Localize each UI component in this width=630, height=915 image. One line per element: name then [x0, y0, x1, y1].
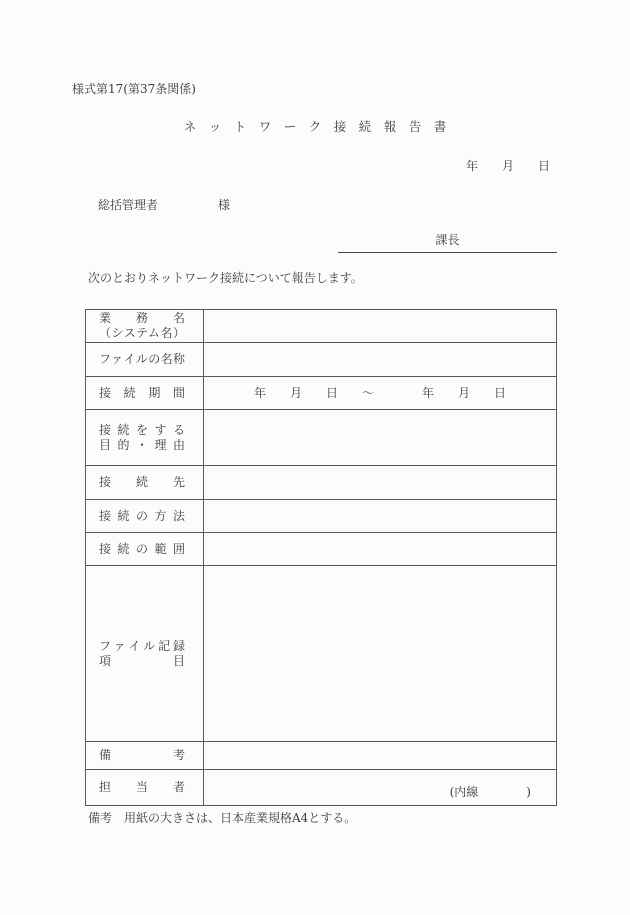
row-label — [86, 310, 204, 342]
footer-note: 備考 用紙の大きさは、日本産業規格A4とする。 — [88, 811, 357, 825]
row-label-line: 接続をする — [99, 422, 185, 437]
row-connection-scope — [86, 533, 556, 566]
row-value — [204, 343, 556, 376]
row-label — [86, 566, 204, 741]
network-report-table — [85, 309, 557, 806]
row-value-extension: (内線 ) — [449, 785, 531, 799]
row-label — [86, 377, 204, 409]
row-label-line: 接続期間 — [99, 385, 185, 400]
row-file-record-items — [86, 566, 556, 742]
row-label-line: 接続の方法 — [99, 508, 185, 523]
row-label-line: 担当者 — [99, 780, 185, 794]
row-connection-period — [86, 377, 556, 410]
row-label-line: 目的・理由 — [99, 437, 185, 452]
row-connection-method — [86, 500, 556, 533]
page-title: ネ ッ ト ワ ー ク 接 続 報 告 書 — [183, 119, 447, 134]
row-label-line: 業務名 — [99, 311, 185, 325]
row-file-name — [86, 343, 556, 377]
row-label — [86, 410, 204, 465]
row-connection-target — [86, 466, 556, 500]
row-remarks — [86, 742, 556, 770]
row-value — [204, 466, 556, 499]
addressee-line: 総括管理者 様 — [98, 198, 231, 212]
row-label-line: ファイル記録 — [99, 638, 185, 653]
row-label-line: ファイルの名称 — [99, 352, 185, 366]
approver-signature-line: 課長 — [338, 233, 557, 253]
row-business-name — [86, 310, 556, 343]
row-label — [86, 533, 204, 565]
row-label — [86, 466, 204, 499]
row-label — [86, 343, 204, 376]
row-label — [86, 742, 204, 769]
row-label-line: （システム名） — [99, 326, 185, 340]
row-label — [86, 770, 204, 805]
row-value — [204, 310, 556, 342]
row-label — [86, 500, 204, 532]
date-placeholder: 年 月 日 — [465, 159, 550, 173]
row-label-line: 備考 — [99, 748, 185, 762]
form-id: 様式第17(第37条関係) — [72, 82, 196, 96]
row-value — [204, 742, 556, 769]
row-value: 年 月 日 ～ 年 月 日 — [253, 385, 506, 400]
row-value — [204, 533, 556, 565]
intro-text: 次のとおりネットワーク接続について報告します。 — [88, 271, 363, 285]
row-label-line: 接続の範囲 — [99, 541, 185, 556]
row-person-in-charge — [86, 770, 556, 805]
row-purpose-reason — [86, 410, 556, 466]
row-value — [204, 566, 556, 741]
row-value — [204, 500, 556, 532]
row-label-line: 接続先 — [99, 475, 185, 489]
row-value — [204, 410, 556, 465]
row-label-line: 項目 — [99, 653, 185, 668]
